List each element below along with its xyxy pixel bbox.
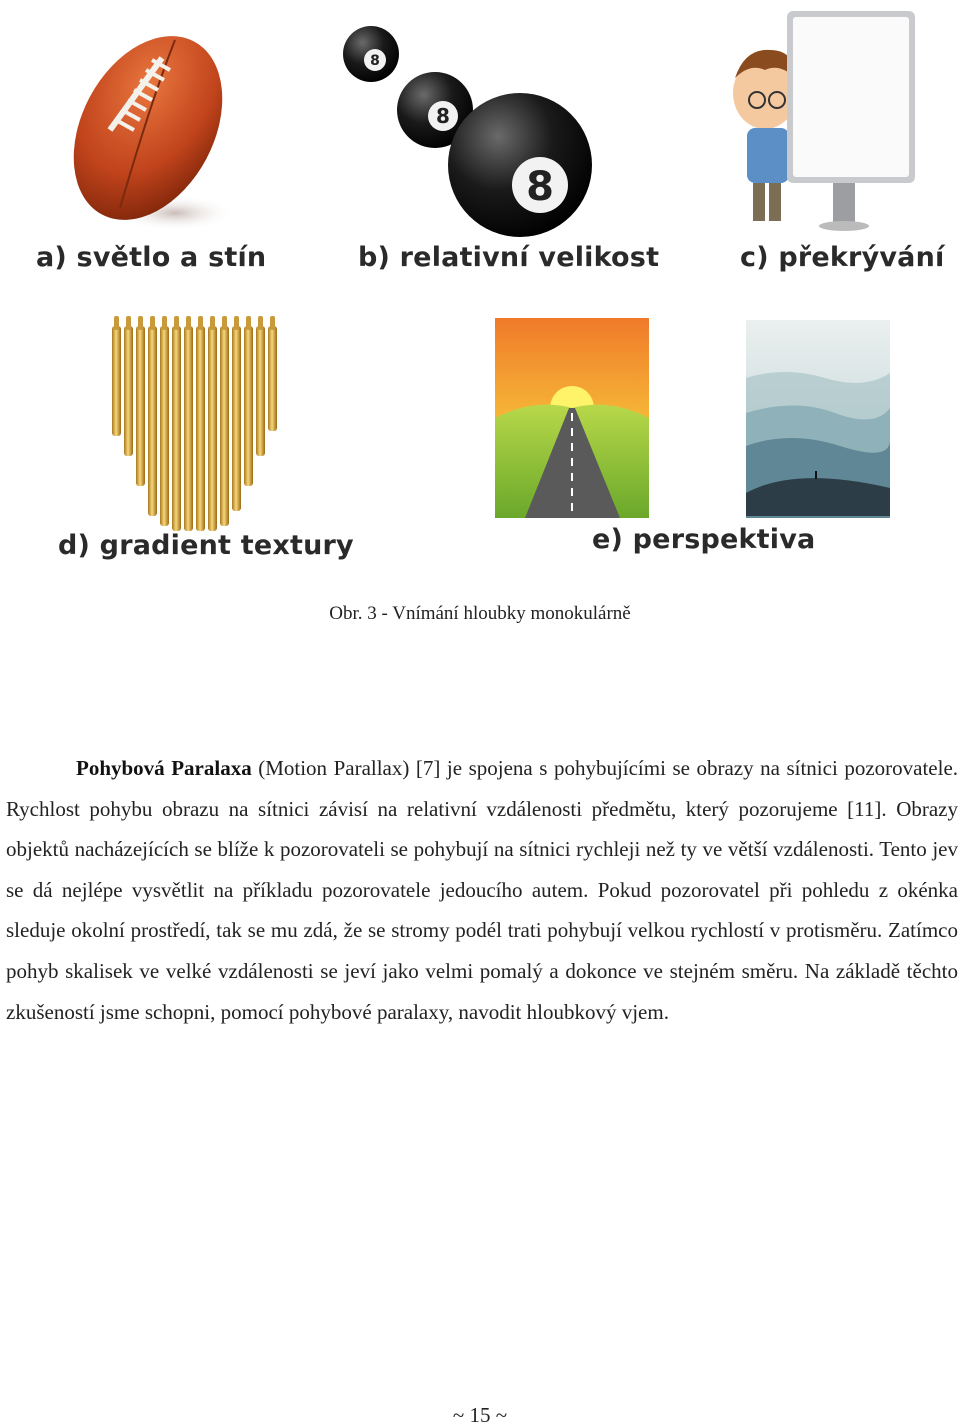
bullets-icon (110, 316, 285, 528)
paragraph-text: (Motion Parallax) [7] je spojena s pohybujícími se obrazy na sítnici pozorovatele. Rychlost pohybu obrazu na sítnici závisí na relativní vzdálenosti předmětu, který pozorujeme [11]. Obrazy objektů nacházejících se blíže k pozorovateli se pohybují na sítnici rychleji než ty ve větší vzdálenosti. Tento jev se dá nejlépe vysvětlit na příkladu pozorovatele jedoucího autem. Pokud pozorovatel při pohledu z okénka sleduje okolní prostředí, tak se mu zdá, že se stromy podél trati pohybují velkou rychlostí v protisměru. Zatímco pohyb skalisek ve velké vzdálenosti se jeví jako velmi pomalý a dokonce ve stejném směru. Na základě těchto zkušeností jsme schopni, pomocí pohybové paralaxy, navodit hloubkový vjem. (6, 756, 959, 1024)
label-texture-gradient: d) gradient textury (58, 530, 354, 561)
body-paragraph (6, 748, 958, 1032)
figure-caption: Obr. 3 - Vnímání hloubky monokulárně (329, 603, 631, 624)
ball-medium-number: 8 (436, 104, 450, 128)
football-icon (60, 18, 235, 233)
billiard-balls-icon (335, 20, 605, 245)
ball-large-number: 8 (526, 164, 554, 210)
ball-small-number: 8 (370, 53, 380, 69)
label-overlap: c) překrývání (740, 242, 945, 273)
label-relative-size: b) relativní velikost (358, 242, 660, 273)
label-light-shadow: a) světlo a stín (36, 242, 267, 273)
lead-term: Pohybová Paralaxa (76, 756, 252, 780)
page-number: ~ 15 ~ (452, 1403, 508, 1427)
label-perspective: e) perspektiva (592, 524, 816, 555)
road-and-hills-icon (495, 318, 890, 518)
billboard-person-icon (725, 8, 920, 233)
